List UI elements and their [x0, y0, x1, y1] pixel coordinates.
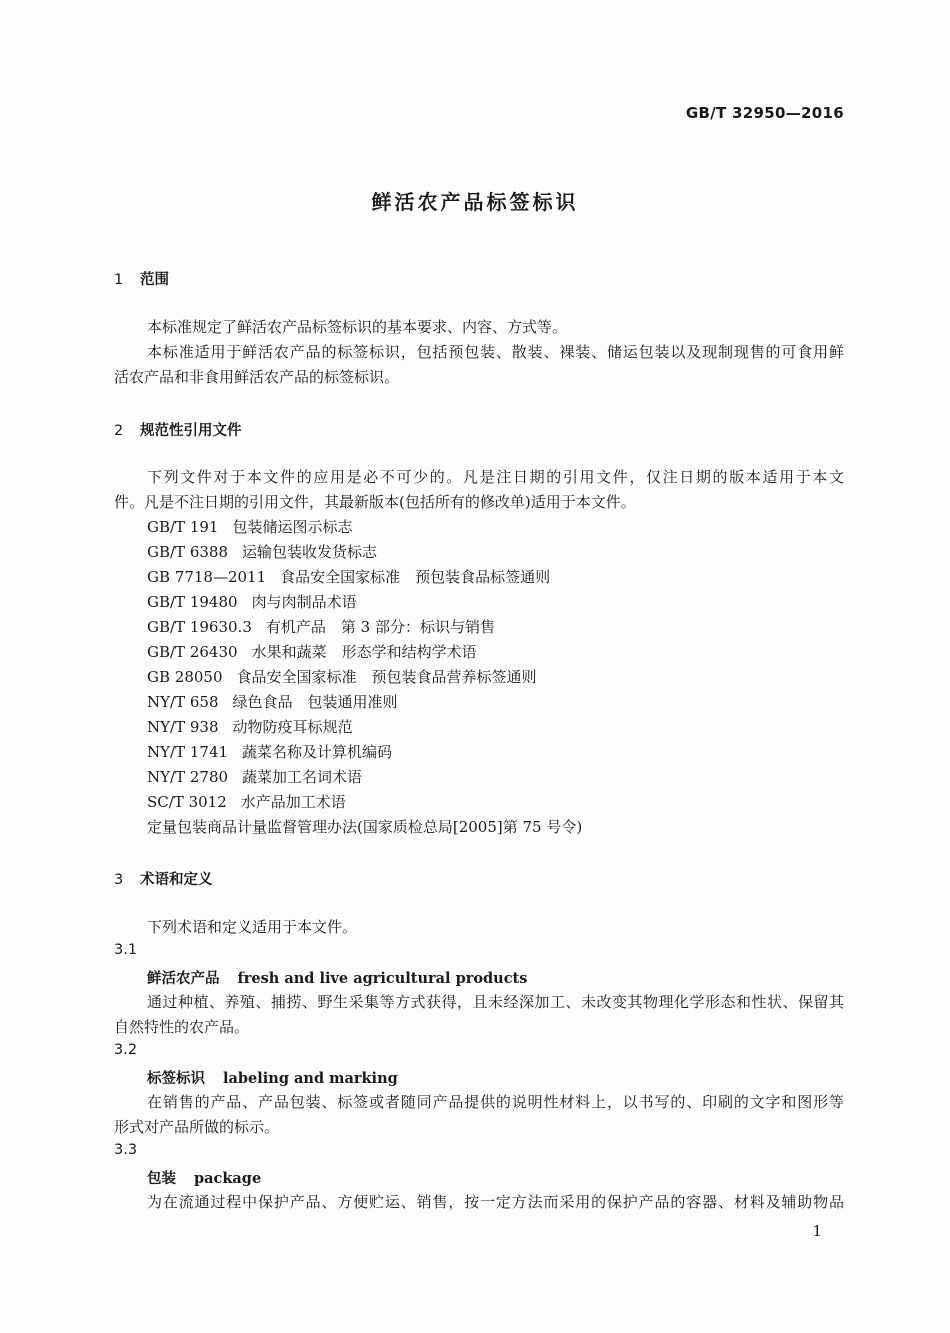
reference-code: GB/T 19480 [147, 593, 238, 611]
reference-item-regulation: 定量包装商品计量监督管理办法(国家质检总局[2005]第 75 号令) [147, 818, 583, 836]
section-1-paragraph-2-line-2: 活农产品和非食用鲜活农产品的标签标识。 [114, 368, 400, 386]
term-number: 3.2 [114, 1042, 138, 1058]
term-heading [147, 967, 527, 988]
term-definition-line-2: 形式对产品所做的标示。 [114, 1118, 280, 1136]
section-1-paragraph-1: 本标准规定了鲜活农产品标签标识的基本要求、内容、方式等。 [147, 318, 568, 336]
reference-code: NY/T 658 [147, 693, 219, 711]
reference-item [147, 667, 537, 687]
reference-item [147, 792, 346, 812]
term-zh: 鲜活农产品 [147, 970, 220, 987]
term-en: package [194, 1170, 262, 1187]
section-number: 2 [114, 423, 124, 439]
reference-item [147, 542, 377, 562]
reference-item [147, 692, 398, 712]
reference-title: 包装储运图示标志 [232, 518, 353, 536]
section-title: 术语和定义 [140, 872, 213, 888]
term-zh: 标签标识 [147, 1070, 205, 1087]
section-2-paragraph-line-2: 件。凡是不注日期的引用文件，其最新版本(包括所有的修改单)适用于本文件。 [114, 493, 636, 511]
reference-title: 水果和蔬菜 形态学和结构学术语 [251, 643, 477, 661]
section-title: 范围 [140, 272, 169, 288]
reference-title: 蔬菜名称及计算机编码 [242, 743, 393, 761]
section-title: 规范性引用文件 [140, 423, 242, 439]
reference-item [147, 642, 477, 662]
term-definition-line-1: 在销售的产品、产品包装、标签或者随同产品提供的说明性材料上，以书写的、印刷的文字和图形等 [147, 1093, 844, 1111]
section-number: 3 [114, 872, 124, 888]
term-en: labeling and marking [223, 1070, 398, 1087]
reference-item [147, 767, 362, 787]
reference-item [147, 567, 550, 587]
reference-title: 动物防疫耳标规范 [232, 718, 353, 736]
reference-title: 有机产品 第 3 部分：标识与销售 [265, 618, 495, 636]
reference-title: 运输包装收发货标志 [242, 543, 378, 561]
reference-code: GB/T 6388 [147, 543, 229, 561]
section-2-heading [114, 419, 242, 440]
page-number: 1 [812, 1222, 822, 1240]
reference-code: NY/T 2780 [147, 768, 229, 786]
reference-code: GB/T 26430 [147, 643, 238, 661]
reference-code: SC/T 3012 [147, 793, 227, 811]
section-3-heading [114, 868, 213, 889]
reference-item [147, 517, 352, 537]
term-number: 3.1 [114, 942, 138, 958]
reference-item [147, 717, 353, 737]
term-heading [147, 1167, 261, 1188]
term-en: fresh and live agricultural products [237, 970, 528, 987]
standard-code: GB/T 32950—2016 [685, 104, 844, 122]
reference-item [147, 592, 357, 612]
reference-title: 绿色食品 包装通用准则 [232, 693, 398, 711]
reference-code: GB/T 191 [147, 518, 219, 536]
section-3-intro: 下列术语和定义适用于本文件。 [147, 918, 358, 936]
reference-code: GB 28050 [147, 668, 223, 686]
term-definition-line-2: 自然特性的农产品。 [114, 1018, 250, 1036]
reference-code: GB/T 19630.3 [147, 618, 252, 636]
reference-code: NY/T 938 [147, 718, 219, 736]
reference-title: 水产品加工术语 [240, 793, 346, 811]
reference-code: NY/T 1741 [147, 743, 229, 761]
reference-item [147, 617, 495, 637]
term-number: 3.3 [114, 1142, 138, 1158]
document-title: 鲜活农产品标签标识 [371, 190, 579, 214]
section-1-paragraph-2-line-1: 本标准适用于鲜活农产品的标签标识，包括预包装、散装、裸装、储运包装以及现制现售的可食用鲜 [147, 343, 844, 361]
section-2-paragraph-line-1: 下列文件对于本文件的应用是必不可少的。凡是注日期的引用文件，仅注日期的版本适用于本文 [147, 468, 844, 486]
term-definition-line-1: 为在流通过程中保护产品、方便贮运、销售，按一定方法而采用的保护产品的容器、材料及辅助物品 [147, 1193, 844, 1211]
term-definition-line-1: 通过种植、养殖、捕捞、野生采集等方式获得，且未经深加工、未改变其物理化学形态和性状、保留其 [147, 993, 844, 1011]
section-1-heading [114, 268, 169, 289]
reference-title: 食品安全国家标准 预包装食品营养标签通则 [236, 668, 537, 686]
reference-item [147, 742, 392, 762]
reference-title: 蔬菜加工名词术语 [242, 768, 363, 786]
term-heading [147, 1067, 398, 1088]
term-zh: 包装 [147, 1170, 176, 1187]
reference-code: GB 7718—2011 [147, 568, 267, 586]
reference-title: 食品安全国家标准 预包装食品标签通则 [280, 568, 551, 586]
reference-title: 肉与肉制品术语 [251, 593, 357, 611]
section-number: 1 [114, 272, 124, 288]
